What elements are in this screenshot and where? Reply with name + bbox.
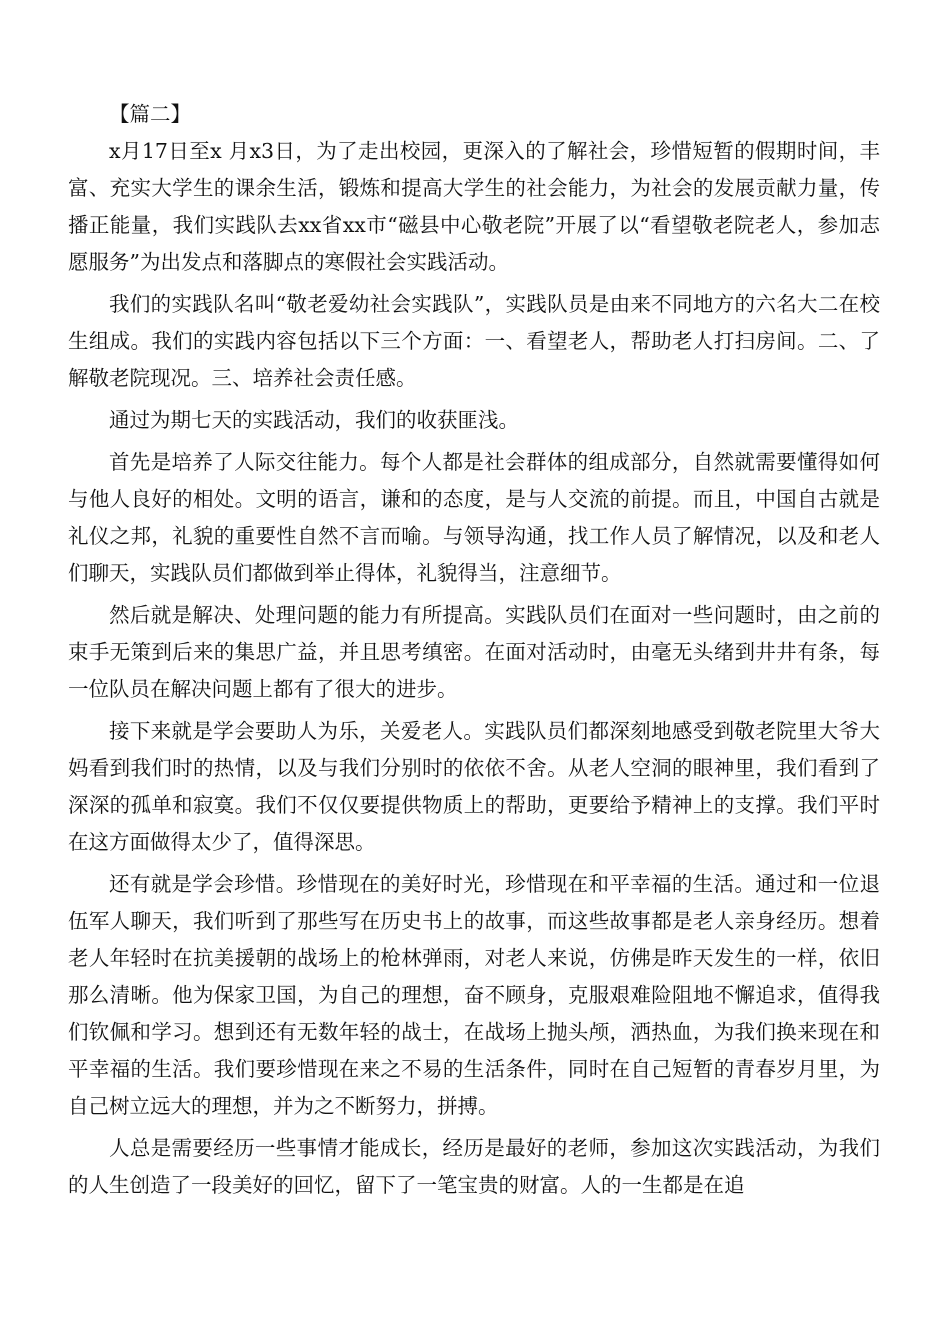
- section-heading: 【篇二】: [109, 102, 191, 126]
- paragraph-7: 还有就是学会珍惜。珍惜现在的美好时光，珍惜现在和平幸福的生活。通过和一位退伍军人聊天，我们听到了那些写在历史书上的故事，而这些故事都是老人亲身经历。想着老人年轻时在抗美援朝的战场上的枪林弹雨，对老人来说，仿佛是昨天发生的一样，依旧那么清晰。他为保家卫国，为自己的理想，奋不顾身，克服艰难险阻地不懈追求，值得我们钦佩和学习。想到还有无数年轻的战士，在战场上抛头颅，洒热血，为我们换来现在和平幸福的生活。我们要珍惜现在来之不易的生活条件，同时在自己短暂的青春岁月里，为自己树立远大的理想，并为之不断努力，拼搏。: [68, 872, 880, 1118]
- paragraph-3: 通过为期七天的实践活动，我们的收获匪浅。: [109, 408, 519, 432]
- paragraph-2: 我们的实践队名叫“敬老爱幼社会实践队”，实践队员是由来不同地方的六名大二在校生组成。我们的实践内容包括以下三个方面：一、看望老人，帮助老人打扫房间。二、了解敬老院现况。三、培养社会责任感。: [68, 292, 880, 390]
- paragraph-6: 接下来就是学会要助人为乐，关爱老人。实践队员们都深刻地感受到敬老院里大爷大妈看到我们时的热情，以及与我们分别时的依依不舍。从老人空洞的眼神里，我们看到了深深的孤单和寂寞。我们不仅仅要提供物质上的帮助，更要给予精神上的支撑。我们平时在这方面做得太少了，值得深思。: [68, 719, 880, 854]
- paragraph-8: 人总是需要经历一些事情才能成长，经历是最好的老师，参加这次实践活动，为我们的人生创造了一段美好的回忆，留下了一笔宝贵的财富。人的一生都是在追: [68, 1136, 880, 1197]
- paragraph-5: 然后就是解决、处理问题的能力有所提高。实践队员们在面对一些问题时，由之前的束手无策到后来的集思广益，并且思考缜密。在面对活动时，由毫无头绪到井井有条，每一位队员在解决问题上都有了很大的进步。: [68, 603, 880, 701]
- paragraph-4: 首先是培养了人际交往能力。每个人都是社会群体的组成部分，自然就需要懂得如何与他人良好的相处。文明的语言，谦和的态度，是与人交流的前提。而且，中国自古就是礼仪之邦，礼貌的重要性自然不言而喻。与领导沟通，找工作人员了解情况，以及和老人们聊天，实践队员们都做到举止得体，礼貌得当，注意细节。: [68, 450, 880, 585]
- document-body: [68, 96, 880, 1209]
- paragraph-1: x月17日至x 月x3日，为了走出校园，更深入的了解社会，珍惜短暂的假期时间，丰富、充实大学生的课余生活，锻炼和提高大学生的社会能力，为社会的发展贡献力量，传播正能量，我们实践队去xx省xx市“磁县中心敬老院”开展了以“看望敬老院老人，参加志愿服务”为出发点和落脚点的寒假社会实践活动。: [68, 139, 880, 274]
